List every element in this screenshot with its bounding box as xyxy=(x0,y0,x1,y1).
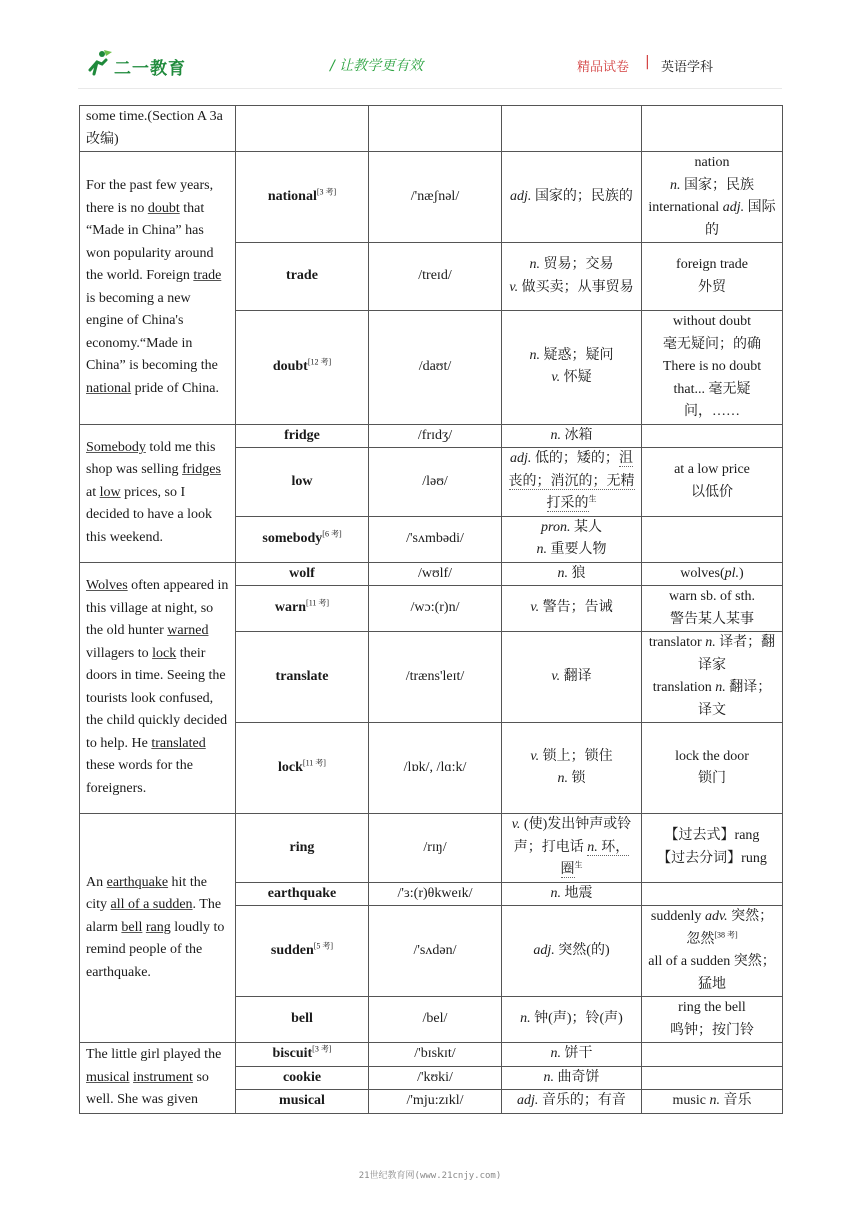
word-cell: fridge xyxy=(236,424,369,448)
phonetic-cell: /'ɜ:(r)θkweɪk/ xyxy=(369,882,502,906)
extension-cell: 【过去式】rang 【过去分词】rung xyxy=(642,814,783,883)
meaning-cell: n. 钟(声)；铃(声) xyxy=(502,997,642,1043)
meaning-cell: v. 翻译 xyxy=(502,632,642,723)
extension-cell: warn sb. of sth. 警告某人某事 xyxy=(642,586,783,632)
phonetic-cell: /'kʊki/ xyxy=(369,1066,502,1090)
extension-cell: at a low price 以低价 xyxy=(642,448,783,517)
context-cell: some time.(Section A 3a 改编) xyxy=(80,106,236,152)
table-row xyxy=(80,1043,783,1067)
meaning-cell: n. 冰箱 xyxy=(502,424,642,448)
word-cell xyxy=(236,106,369,152)
tag-separator: | xyxy=(645,54,650,70)
phonetic-cell: /daʊt/ xyxy=(369,311,502,425)
page-footer: 21世纪教育网(www.21cnjy.com) xyxy=(358,1171,502,1181)
phonetic-cell: /lɒk/, /lɑ:k/ xyxy=(369,723,502,814)
meaning-cell: n. 疑惑；疑问 v. 怀疑 xyxy=(502,311,642,425)
context-cell: An earthquake hit the city all of a sudden. The alarm bell rang loudly to remind people of the earthquake. xyxy=(80,814,236,1043)
meaning-cell: adj. 低的；矮的；沮丧的；消沉的；无精打采的$^生$ xyxy=(502,448,642,517)
word-cell: cookie xyxy=(236,1066,369,1090)
phonetic-cell: /'sʌmbədi/ xyxy=(369,516,502,562)
runner-icon xyxy=(84,48,114,78)
meaning-cell: pron. 某人 n. 重要人物 xyxy=(502,516,642,562)
word-cell: wolf xyxy=(236,562,369,586)
table-row xyxy=(80,152,783,243)
phonetic-cell xyxy=(369,106,502,152)
meaning-cell: v. (使)发出钟声或铃声；打电话 n. 环，圈$^生$ xyxy=(502,814,642,883)
phonetic-cell: /wɔ:(r)n/ xyxy=(369,586,502,632)
context-cell: Wolves often appeared in this village at night, so the old hunter warned villagers to lock their doors in time. Seeing the tourists look confused, the child quickly decided to help. He translated these words for the foreigners. xyxy=(80,562,236,814)
word-cell: translate xyxy=(236,632,369,723)
meaning-cell: adj. 突然(的) xyxy=(502,906,642,997)
word-cell: musical xyxy=(236,1090,369,1114)
context-cell: Somebody told me this shop was selling fridges at low prices, so I decided to have a look this weekend. xyxy=(80,424,236,562)
phonetic-cell: /'bɪskɪt/ xyxy=(369,1043,502,1067)
slogan: / 让教学更有效 xyxy=(330,58,424,74)
meaning-cell: n. 饼干 xyxy=(502,1043,642,1067)
word-cell: ring xyxy=(236,814,369,883)
table-row xyxy=(80,424,783,448)
word-cell: bell xyxy=(236,997,369,1043)
word-cell: low xyxy=(236,448,369,517)
word-cell: lock[11 考] xyxy=(236,723,369,814)
table-row xyxy=(80,562,783,586)
extension-cell: wolves(pl.) xyxy=(642,562,783,586)
phonetic-cell: /rɪŋ/ xyxy=(369,814,502,883)
word-cell: warn[11 考] xyxy=(236,586,369,632)
tag-subject: 英语学科 xyxy=(661,60,714,75)
logo-text: 二一教育 xyxy=(114,59,186,79)
extension-cell: without doubt 毫无疑问；的确 There is no doubt that... 毫无疑问，…… xyxy=(642,311,783,425)
word-cell: biscuit[3 考] xyxy=(236,1043,369,1067)
word-cell: doubt[12 考] xyxy=(236,311,369,425)
extension-cell: music n. 音乐 xyxy=(642,1090,783,1114)
extension-cell: suddenly adv. 突然；忽然[38 考] all of a sudden 突然；猛地 xyxy=(642,906,783,997)
phonetic-cell: /bel/ xyxy=(369,997,502,1043)
page-header xyxy=(0,0,860,100)
extension-cell xyxy=(642,424,783,448)
phonetic-cell: /træns'leɪt/ xyxy=(369,632,502,723)
extension-cell: nation n. 国家；民族 international adj. 国际的 xyxy=(642,152,783,243)
meaning-cell: n. 曲奇饼 xyxy=(502,1066,642,1090)
word-cell: national[3 考] xyxy=(236,152,369,243)
phonetic-cell: /ləʊ/ xyxy=(369,448,502,517)
extension-cell xyxy=(642,1043,783,1067)
phonetic-cell: /'mju:zɪkl/ xyxy=(369,1090,502,1114)
vocabulary-table xyxy=(79,105,783,1114)
meaning-cell: n. 贸易；交易 v. 做买卖；从事贸易 xyxy=(502,243,642,311)
phonetic-cell: /'sʌdən/ xyxy=(369,906,502,997)
extension-cell xyxy=(642,1066,783,1090)
phonetic-cell: /frɪdʒ/ xyxy=(369,424,502,448)
extension-cell: translator n. 译者；翻译家 translation n. 翻译；译文 xyxy=(642,632,783,723)
header-divider xyxy=(78,88,782,89)
phonetic-cell: /treɪd/ xyxy=(369,243,502,311)
phonetic-cell: /wʊlf/ xyxy=(369,562,502,586)
meaning-cell: v. 警告；告诫 xyxy=(502,586,642,632)
extension-cell: lock the door 锁门 xyxy=(642,723,783,814)
word-cell: somebody[6 考] xyxy=(236,516,369,562)
meaning-cell: n. 狼 xyxy=(502,562,642,586)
meaning-cell: v. 锁上；锁住 n. 锁 xyxy=(502,723,642,814)
extension-cell: ring the bell 鸣钟；按门铃 xyxy=(642,997,783,1043)
meaning-cell xyxy=(502,106,642,152)
extension-cell xyxy=(642,516,783,562)
table-row xyxy=(80,106,783,152)
logo xyxy=(84,48,194,78)
word-cell: sudden[5 考] xyxy=(236,906,369,997)
phonetic-cell: /'næʃnəl/ xyxy=(369,152,502,243)
extension-cell xyxy=(642,106,783,152)
meaning-cell: n. 地震 xyxy=(502,882,642,906)
extension-cell xyxy=(642,882,783,906)
context-cell: The little girl played the musical instrument so well. She was given xyxy=(80,1043,236,1114)
meaning-cell: adj. 音乐的；有音 xyxy=(502,1090,642,1114)
word-cell: trade xyxy=(236,243,369,311)
extension-cell: foreign trade 外贸 xyxy=(642,243,783,311)
word-cell: earthquake xyxy=(236,882,369,906)
tag-quality: 精品试卷 xyxy=(577,60,630,75)
context-cell: For the past few years, there is no doubt that “Made in China” has won popularity around the world. Foreign trade is becoming a new engine of China's economy.“Made in China” is becoming the national pride of China. xyxy=(80,152,236,425)
table-row xyxy=(80,814,783,883)
meaning-cell: adj. 国家的；民族的 xyxy=(502,152,642,243)
